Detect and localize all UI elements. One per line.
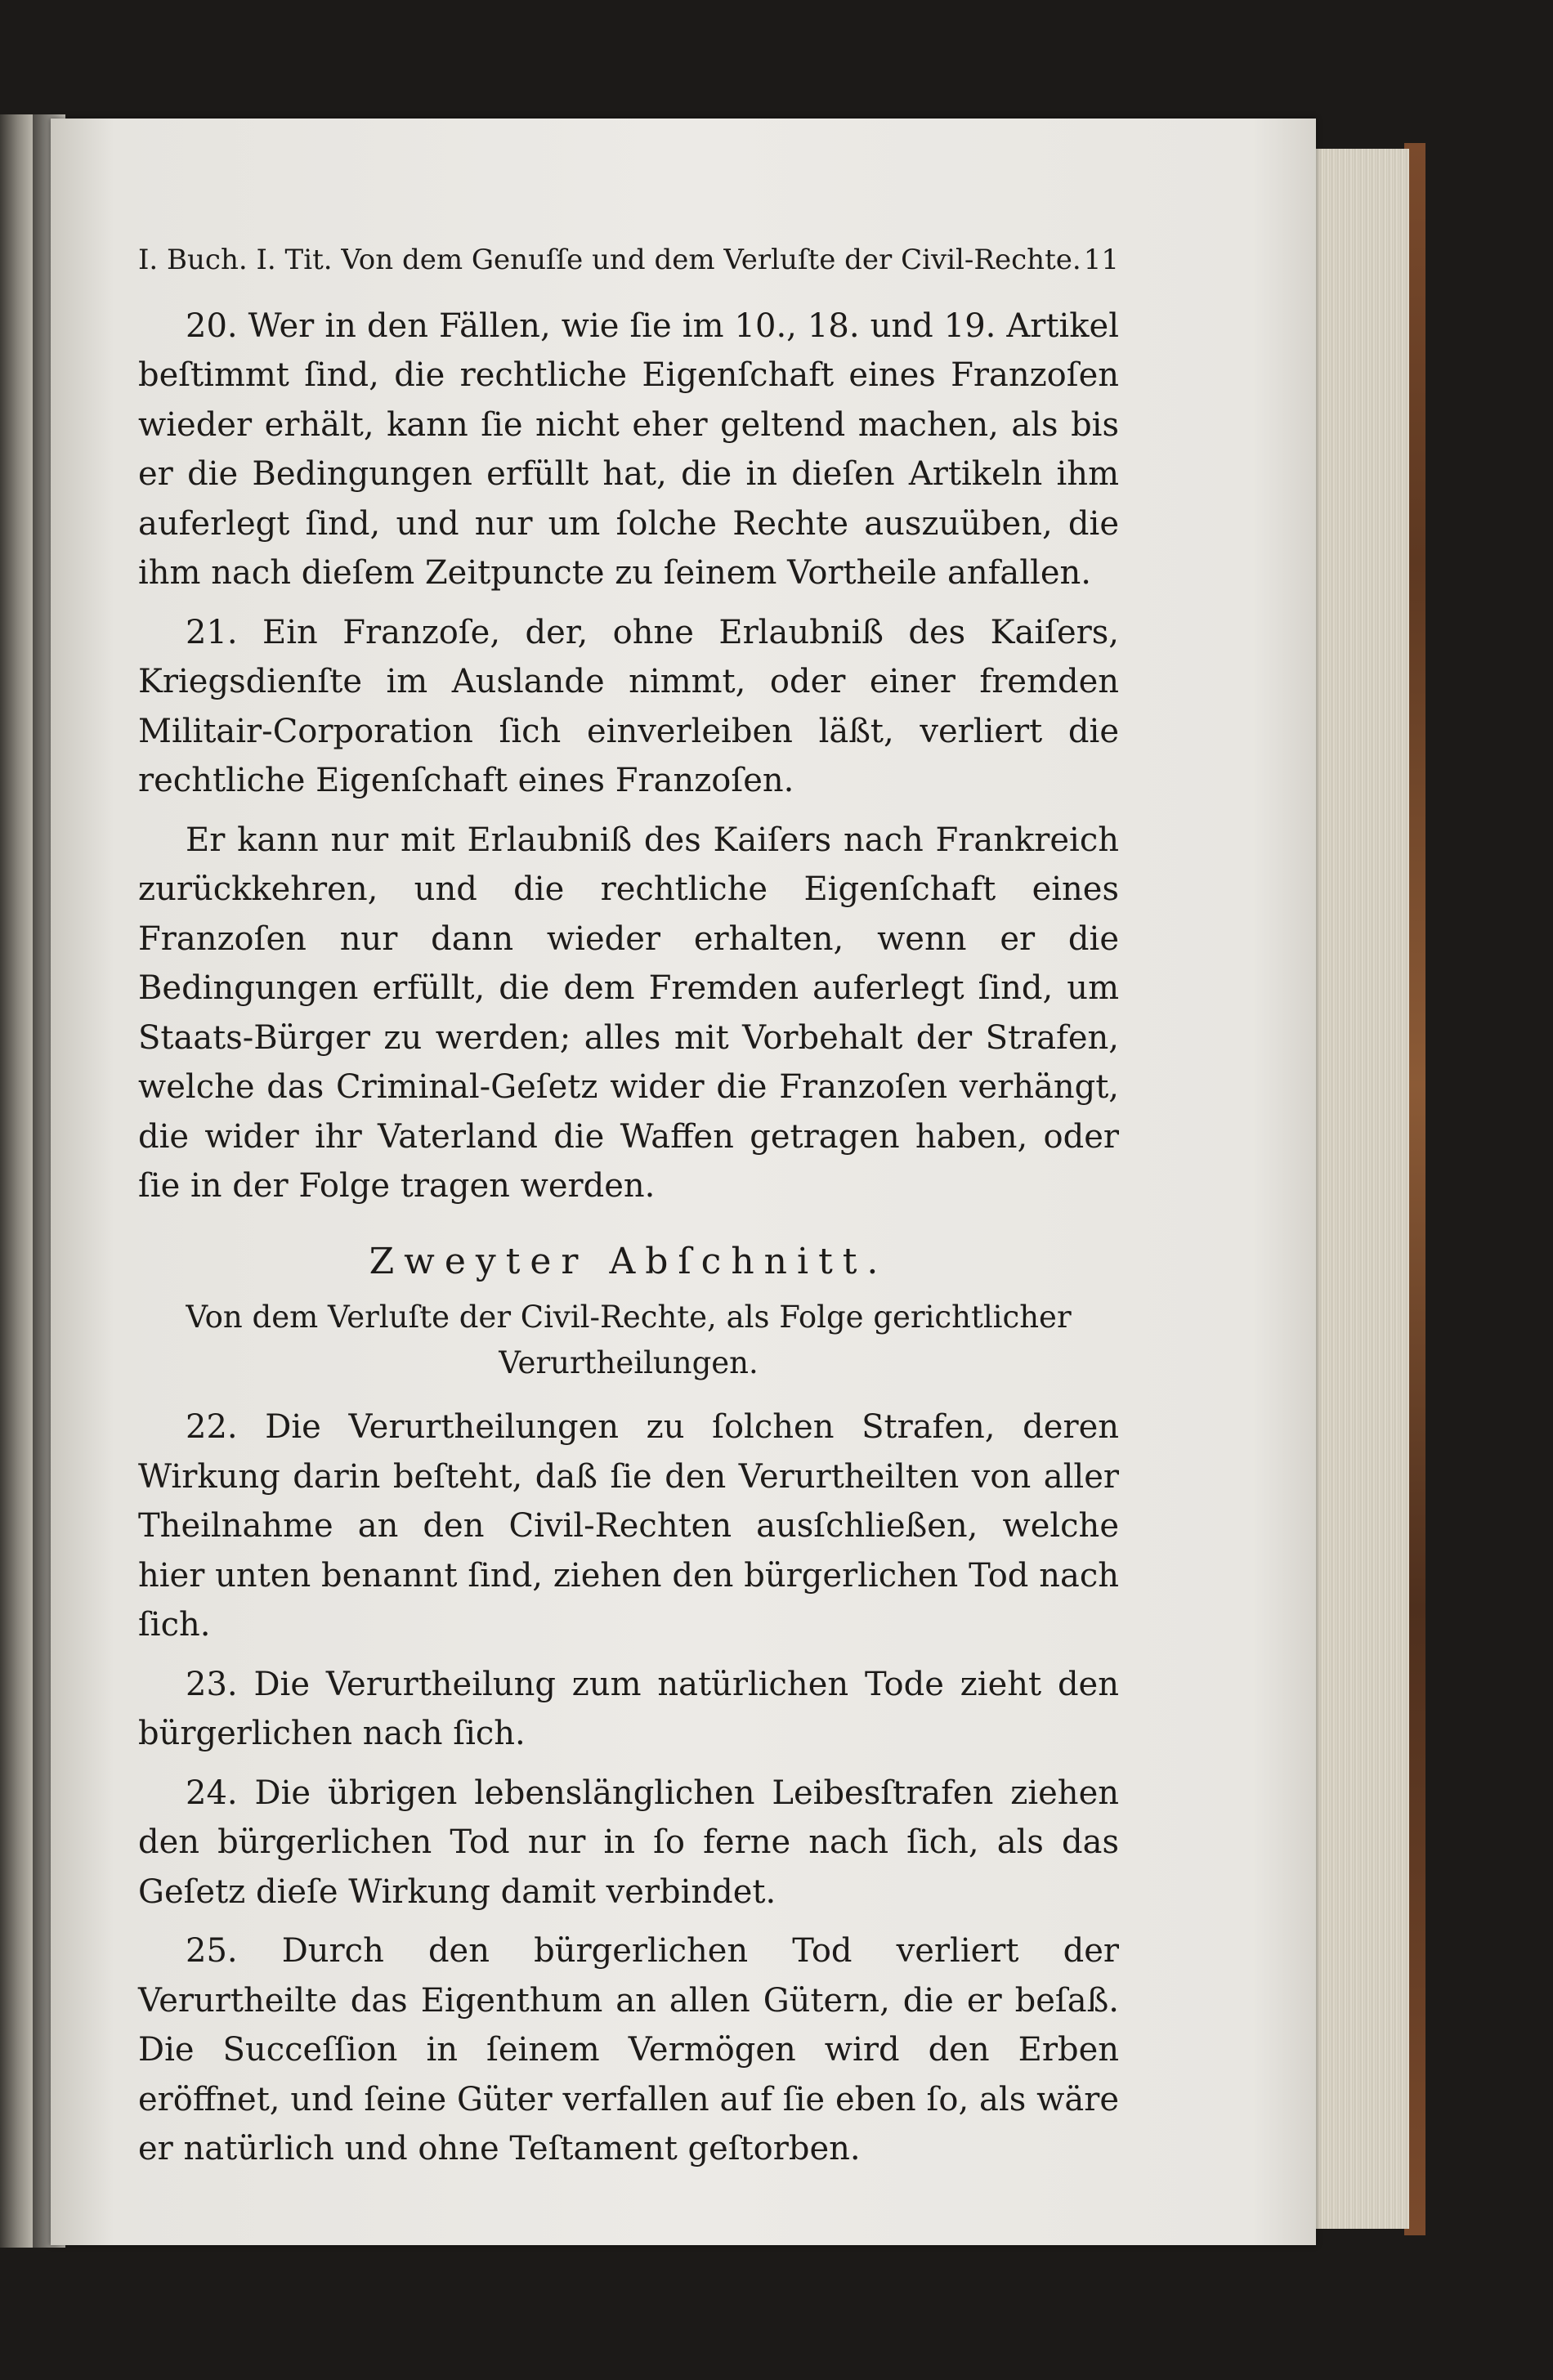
- article-21-continuation: Er kann nur mit Erlaubniß des Kaiſers nach Frankreich zurückkehren, und die rechtliche Eigenſchaft eines Franzoſen nur dann wieder erhalten, wenn er die Bedingungen erfüllt, die dem Fremden auferlegt ſind, um Staats-Bürger zu werden; alles mit Vorbehalt der Strafen, welche das Criminal-Geſetz wider die Franzoſen verhängt, die wider ihr Vaterland die Waffen getragen haben, oder ſie in der Folge tragen werden.: [138, 821, 1119, 1205]
- article-23: 23. Die Verurtheilung zum natürlichen Tode zieht den bürgerlichen nach ſich.: [138, 1665, 1119, 1752]
- article-25: 25. Durch den bürgerlichen Tod verliert der Verurtheilte das Eigenthum an allen Gütern, die er beſaß. Die Succeſſion in ſeinem Vermögen wird den Erben eröffnet, und ſeine Güter verfallen auf ſie eben ſo, als wäre er natürlich und ohne Teſtament geſtorben.: [138, 1932, 1119, 2168]
- page-text: [138, 235, 1119, 2174]
- running-head: I. Buch. I. Tit. Von dem Genuſſe und dem Verluſte der Civil-Rechte.: [138, 244, 1081, 276]
- left-page-edge: [0, 114, 33, 2248]
- article-22: 22. Die Verurtheilungen zu ſolchen Strafen, deren Wirkung darin beſteht, daß ſie den Verurtheilten von aller Theilnahme an den Civil-Rechten ausſchließen, welche hier unten benannt ſind, ziehen den bürgerlichen Tod nach ſich.: [138, 1408, 1119, 1644]
- article-20: 20. Wer in den Fällen, wie ſie im 10., 18. und 19. Artikel beſtimmt ſind, die rechtliche Eigenſchaft eines Franzoſen wieder erhält, kann ſie nicht eher geltend machen, als bis er die Bedingungen erfüllt hat, die in dieſen Artikeln ihm auferlegt ſind, und nur um ſolche Rechte auszuüben, die ihm nach dieſem Zeitpuncte zu ſeinem Vortheile anfallen.: [138, 306, 1119, 592]
- page-number: 11: [1083, 244, 1119, 276]
- section-subtitle: Von dem Verluſte der Civil-Rechte, als Folge gerichtlicher Verurtheilungen.: [186, 1300, 1072, 1380]
- article-21: 21. Ein Franzoſe, der, ohne Erlaubniß des Kaiſers, Kriegsdienſte im Auslande nimmt, oder einer fremden Militair-Corporation ſich einverleiben läßt, verliert die rechtliche Eigenſchaft eines Franzoſen.: [138, 613, 1119, 799]
- section-title: Zweyter Abſchnitt.: [369, 1240, 888, 1282]
- article-24: 24. Die übrigen lebenslänglichen Leibesſtrafen ziehen den bürgerlichen Tod nur in ſo ferne nach ſich, als das Geſetz dieſe Wirkung damit verbindet.: [138, 1774, 1119, 1911]
- page-header: [138, 235, 1119, 285]
- page-stack: [1313, 149, 1409, 2229]
